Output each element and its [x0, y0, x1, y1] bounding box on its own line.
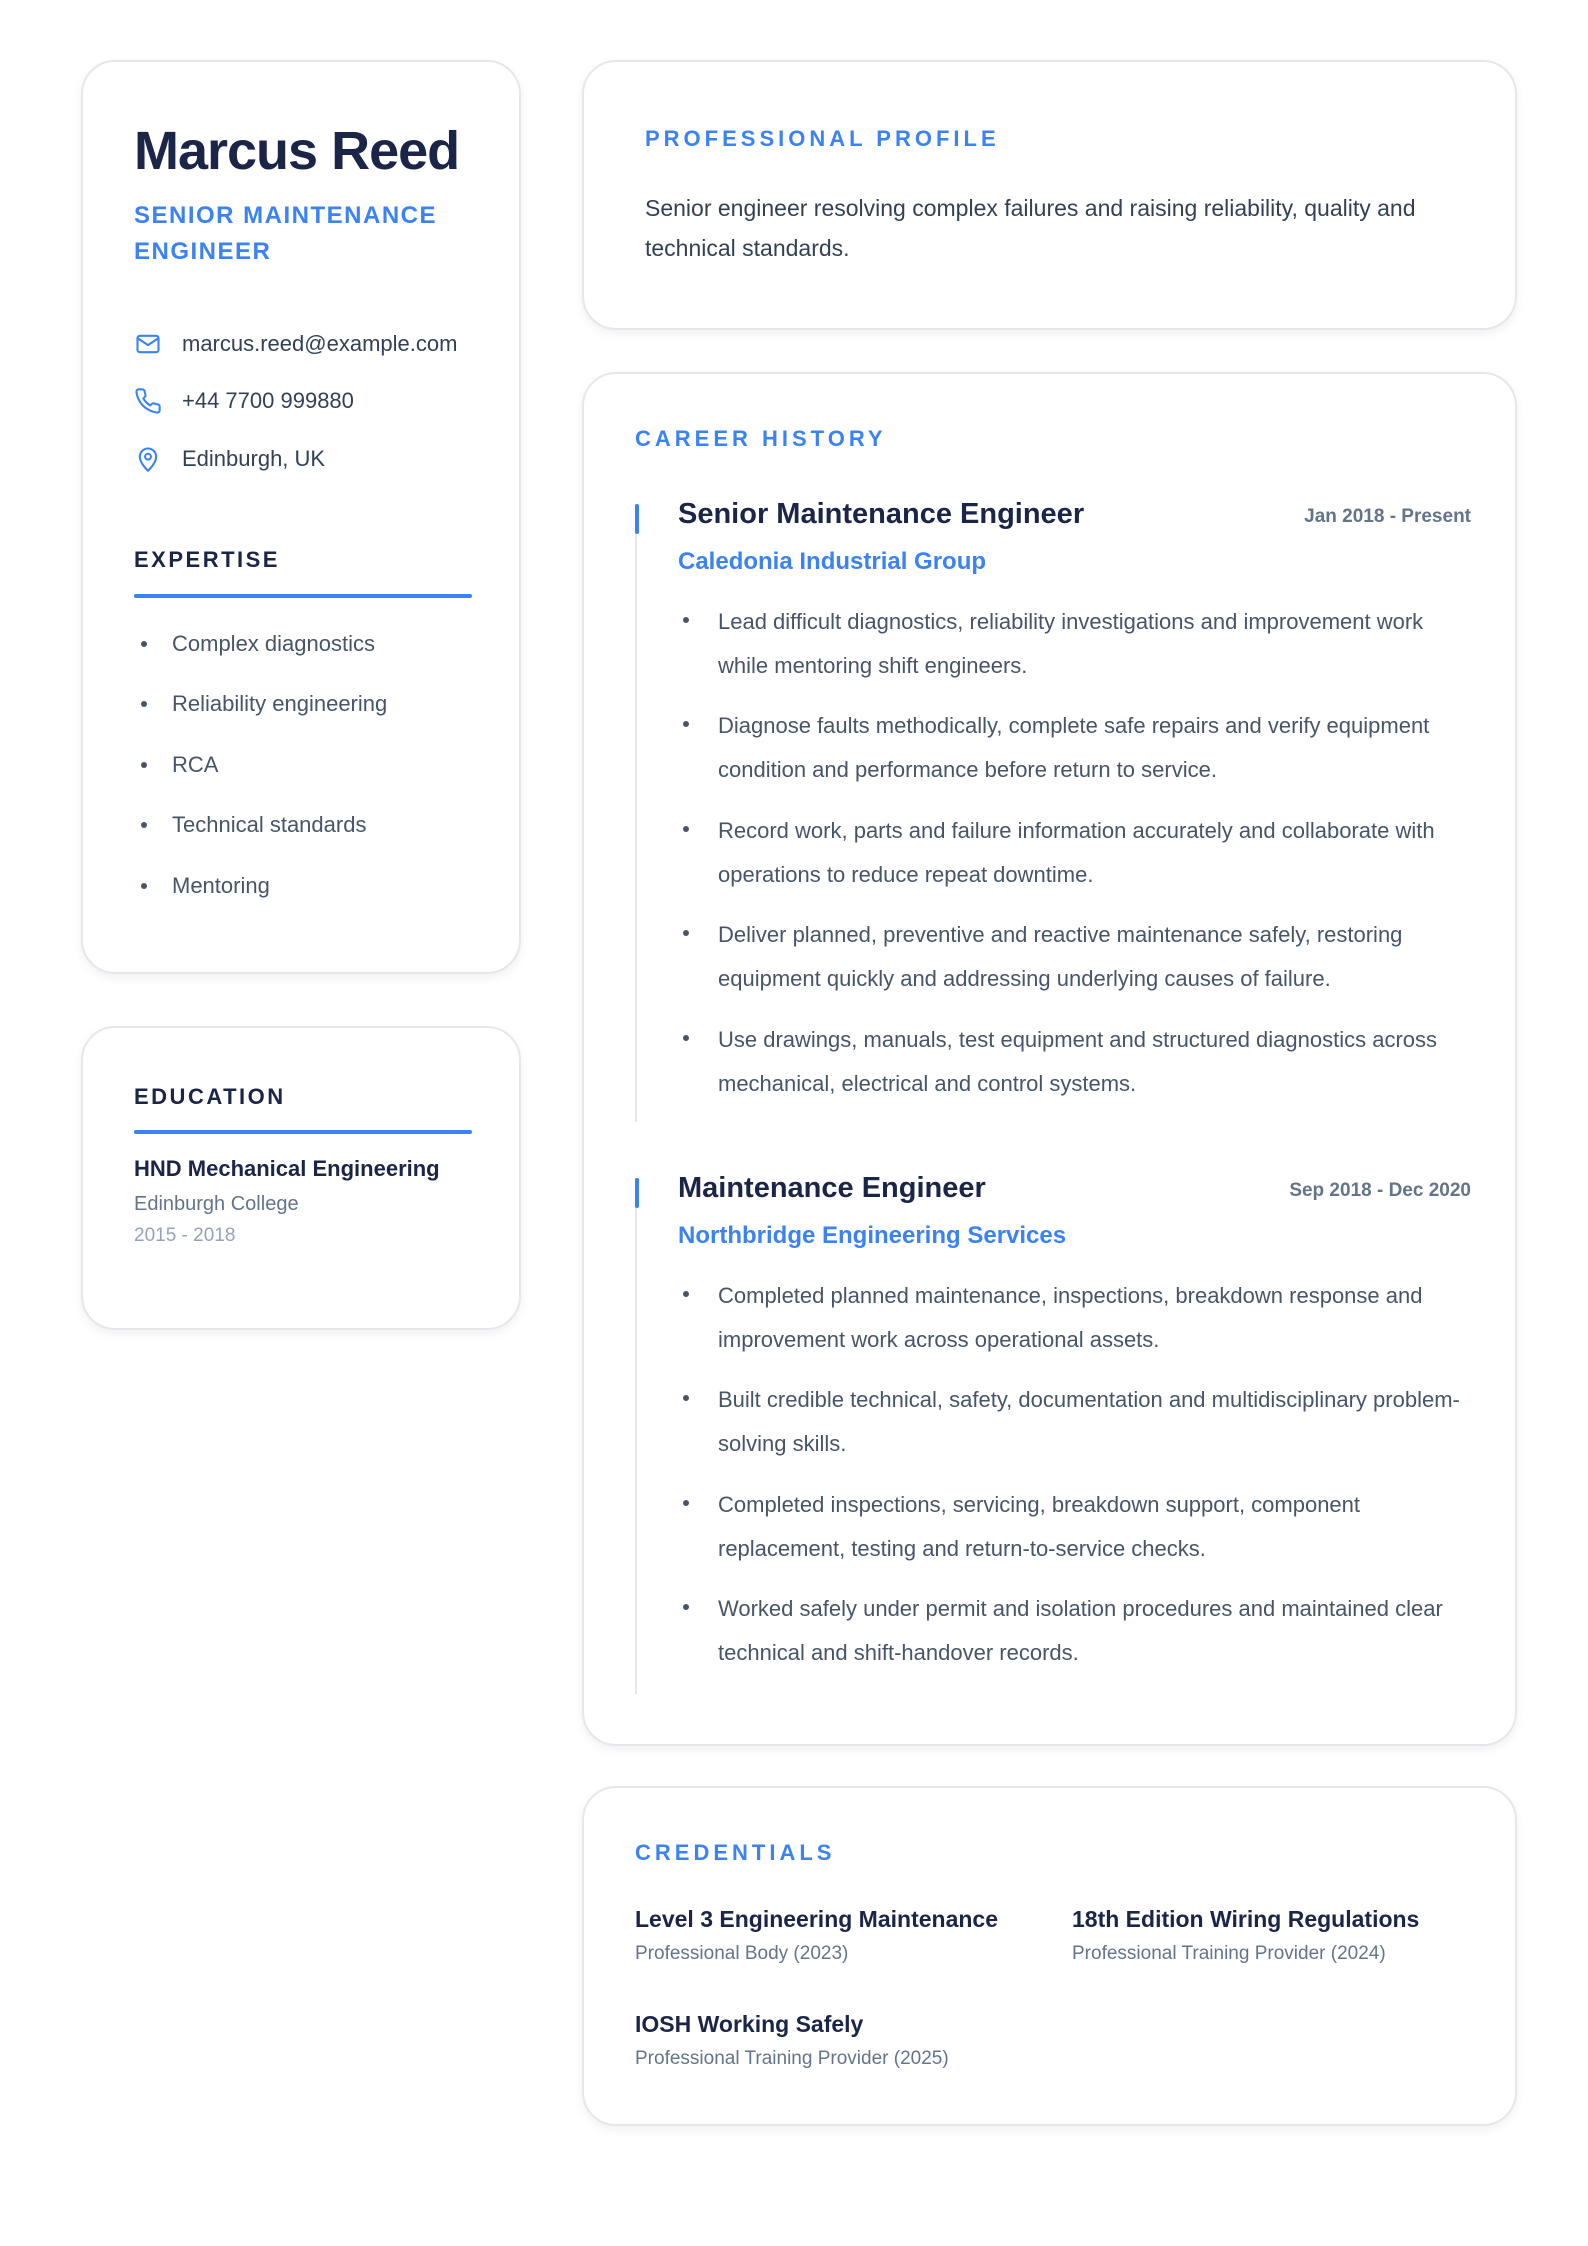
bullet-dot [683, 930, 689, 936]
expertise-item [134, 627, 375, 661]
contact-phone-row[interactable] [134, 384, 354, 418]
profile-summary-text: Senior engineer resolving complex failures and raising reliability, quality and technical standards. [645, 195, 1416, 261]
job-bullet-text: Deliver planned, preventive and reactive maintenance safely, restoring equipment quickly and addressing underlying causes of failure. [718, 922, 1403, 991]
map-pin-icon [134, 445, 162, 473]
credential-provider: Professional Training Provider (2024) [1072, 1943, 1386, 1964]
job-bullet-text: Built credible technical, safety, documentation and multidisciplinary problem-solving skills. [718, 1387, 1460, 1456]
profile-summary-heading: PROFESSIONAL PROFILE [645, 126, 1000, 151]
expertise-item [134, 869, 270, 903]
credential-provider: Professional Training Provider (2025) [635, 2048, 949, 2069]
candidate-name: Marcus Reed [134, 121, 460, 181]
expertise-item-label: Reliability engineering [172, 691, 388, 716]
expertise-item-label: Mentoring [172, 873, 270, 898]
job-company: Caledonia Industrial Group [678, 548, 987, 575]
career-history-card [582, 372, 1517, 1746]
credential-item [635, 2011, 949, 2070]
bullet-dot [683, 721, 689, 727]
profile-summary-card [582, 60, 1517, 330]
education-years: 2015 - 2018 [134, 1225, 236, 1246]
job-company: Northbridge Engineering Services [678, 1222, 1067, 1249]
bullet-dot [141, 641, 147, 647]
bullet-dot [683, 1395, 689, 1401]
bullet-dot [141, 883, 147, 889]
contact-location: Edinburgh, UK [182, 446, 326, 471]
expertise-heading: EXPERTISE [134, 547, 280, 572]
credential-name: Level 3 Engineering Maintenance [635, 1906, 998, 1932]
profile-card [81, 60, 521, 974]
expertise-item [134, 687, 387, 721]
envelope-icon [134, 330, 162, 358]
job-bullet-text: Diagnose faults methodically, complete safe repairs and verify equipment condition and performance before return to service. [718, 713, 1430, 782]
job-timeline-accent [635, 1178, 639, 1208]
job-bullet-text: Completed planned maintenance, inspections, breakdown response and improvement work across operational assets. [718, 1283, 1423, 1352]
job-timeline-accent [635, 504, 639, 534]
career-history-heading: CAREER HISTORY [635, 426, 887, 451]
education-school: Edinburgh College [134, 1193, 299, 1215]
expertise-divider [134, 594, 472, 598]
bullet-dot [683, 1604, 689, 1610]
credentials-card [582, 1786, 1517, 2126]
job-bullet-text: Worked safely under permit and isolation procedures and maintained clear technical and shift-handover records. [718, 1596, 1443, 1665]
job-dates: Sep 2018 - Dec 2020 [1289, 1180, 1471, 1201]
contact-phone[interactable]: +44 7700 999880 [182, 388, 354, 413]
bullet-dot [141, 701, 147, 707]
credential-name: 18th Edition Wiring Regulations [1072, 1906, 1420, 1932]
bullet-dot [683, 826, 689, 832]
phone-icon [134, 387, 162, 415]
job-timeline-line [635, 504, 637, 1122]
expertise-item-label: Complex diagnostics [172, 631, 375, 656]
job-timeline-line [635, 1178, 637, 1694]
job-entry [635, 1172, 1471, 1694]
job-bullet-text: Use drawings, manuals, test equipment and structured diagnostics across mechanical, electrical and control systems. [718, 1027, 1438, 1096]
education-card [81, 1026, 521, 1330]
credential-name: IOSH Working Safely [635, 2011, 864, 2037]
credential-item [635, 1906, 998, 1965]
job-bullet-text: Completed inspections, servicing, breakdown support, component replacement, testing and return-to-service checks. [718, 1492, 1361, 1561]
bullet-dot [141, 762, 147, 768]
expertise-item-label: RCA [172, 752, 219, 777]
bullet-dot [141, 822, 147, 828]
job-title: Senior Maintenance Engineer [678, 498, 1085, 530]
job-dates: Jan 2018 - Present [1304, 506, 1471, 527]
bullet-dot [683, 1291, 689, 1297]
job-bullet-text: Record work, parts and failure information accurately and collaborate with operations to reduce repeat downtime. [718, 818, 1435, 887]
job-entry [635, 498, 1471, 1122]
candidate-role: SENIOR MAINTENANCE ENGINEER [134, 202, 438, 265]
credential-provider: Professional Body (2023) [635, 1943, 849, 1964]
bullet-dot [683, 617, 689, 623]
job-bullet-text: Lead difficult diagnostics, reliability investigations and improvement work while mentoring shift engineers. [718, 609, 1424, 678]
contact-location-row [134, 442, 325, 476]
job-title: Maintenance Engineer [678, 1172, 986, 1204]
expertise-item [134, 748, 218, 782]
expertise-item-label: Technical standards [172, 812, 367, 837]
bullet-dot [683, 1035, 689, 1041]
contact-email[interactable]: marcus.reed@example.com [182, 331, 458, 356]
education-divider [134, 1130, 472, 1134]
expertise-item [134, 808, 366, 842]
education-heading: EDUCATION [134, 1084, 286, 1109]
credentials-heading: CREDENTIALS [635, 1840, 836, 1865]
contact-email-row[interactable] [134, 327, 457, 361]
bullet-dot [683, 1500, 689, 1506]
credential-item [1072, 1906, 1419, 1965]
education-degree: HND Mechanical Engineering [134, 1156, 440, 1181]
